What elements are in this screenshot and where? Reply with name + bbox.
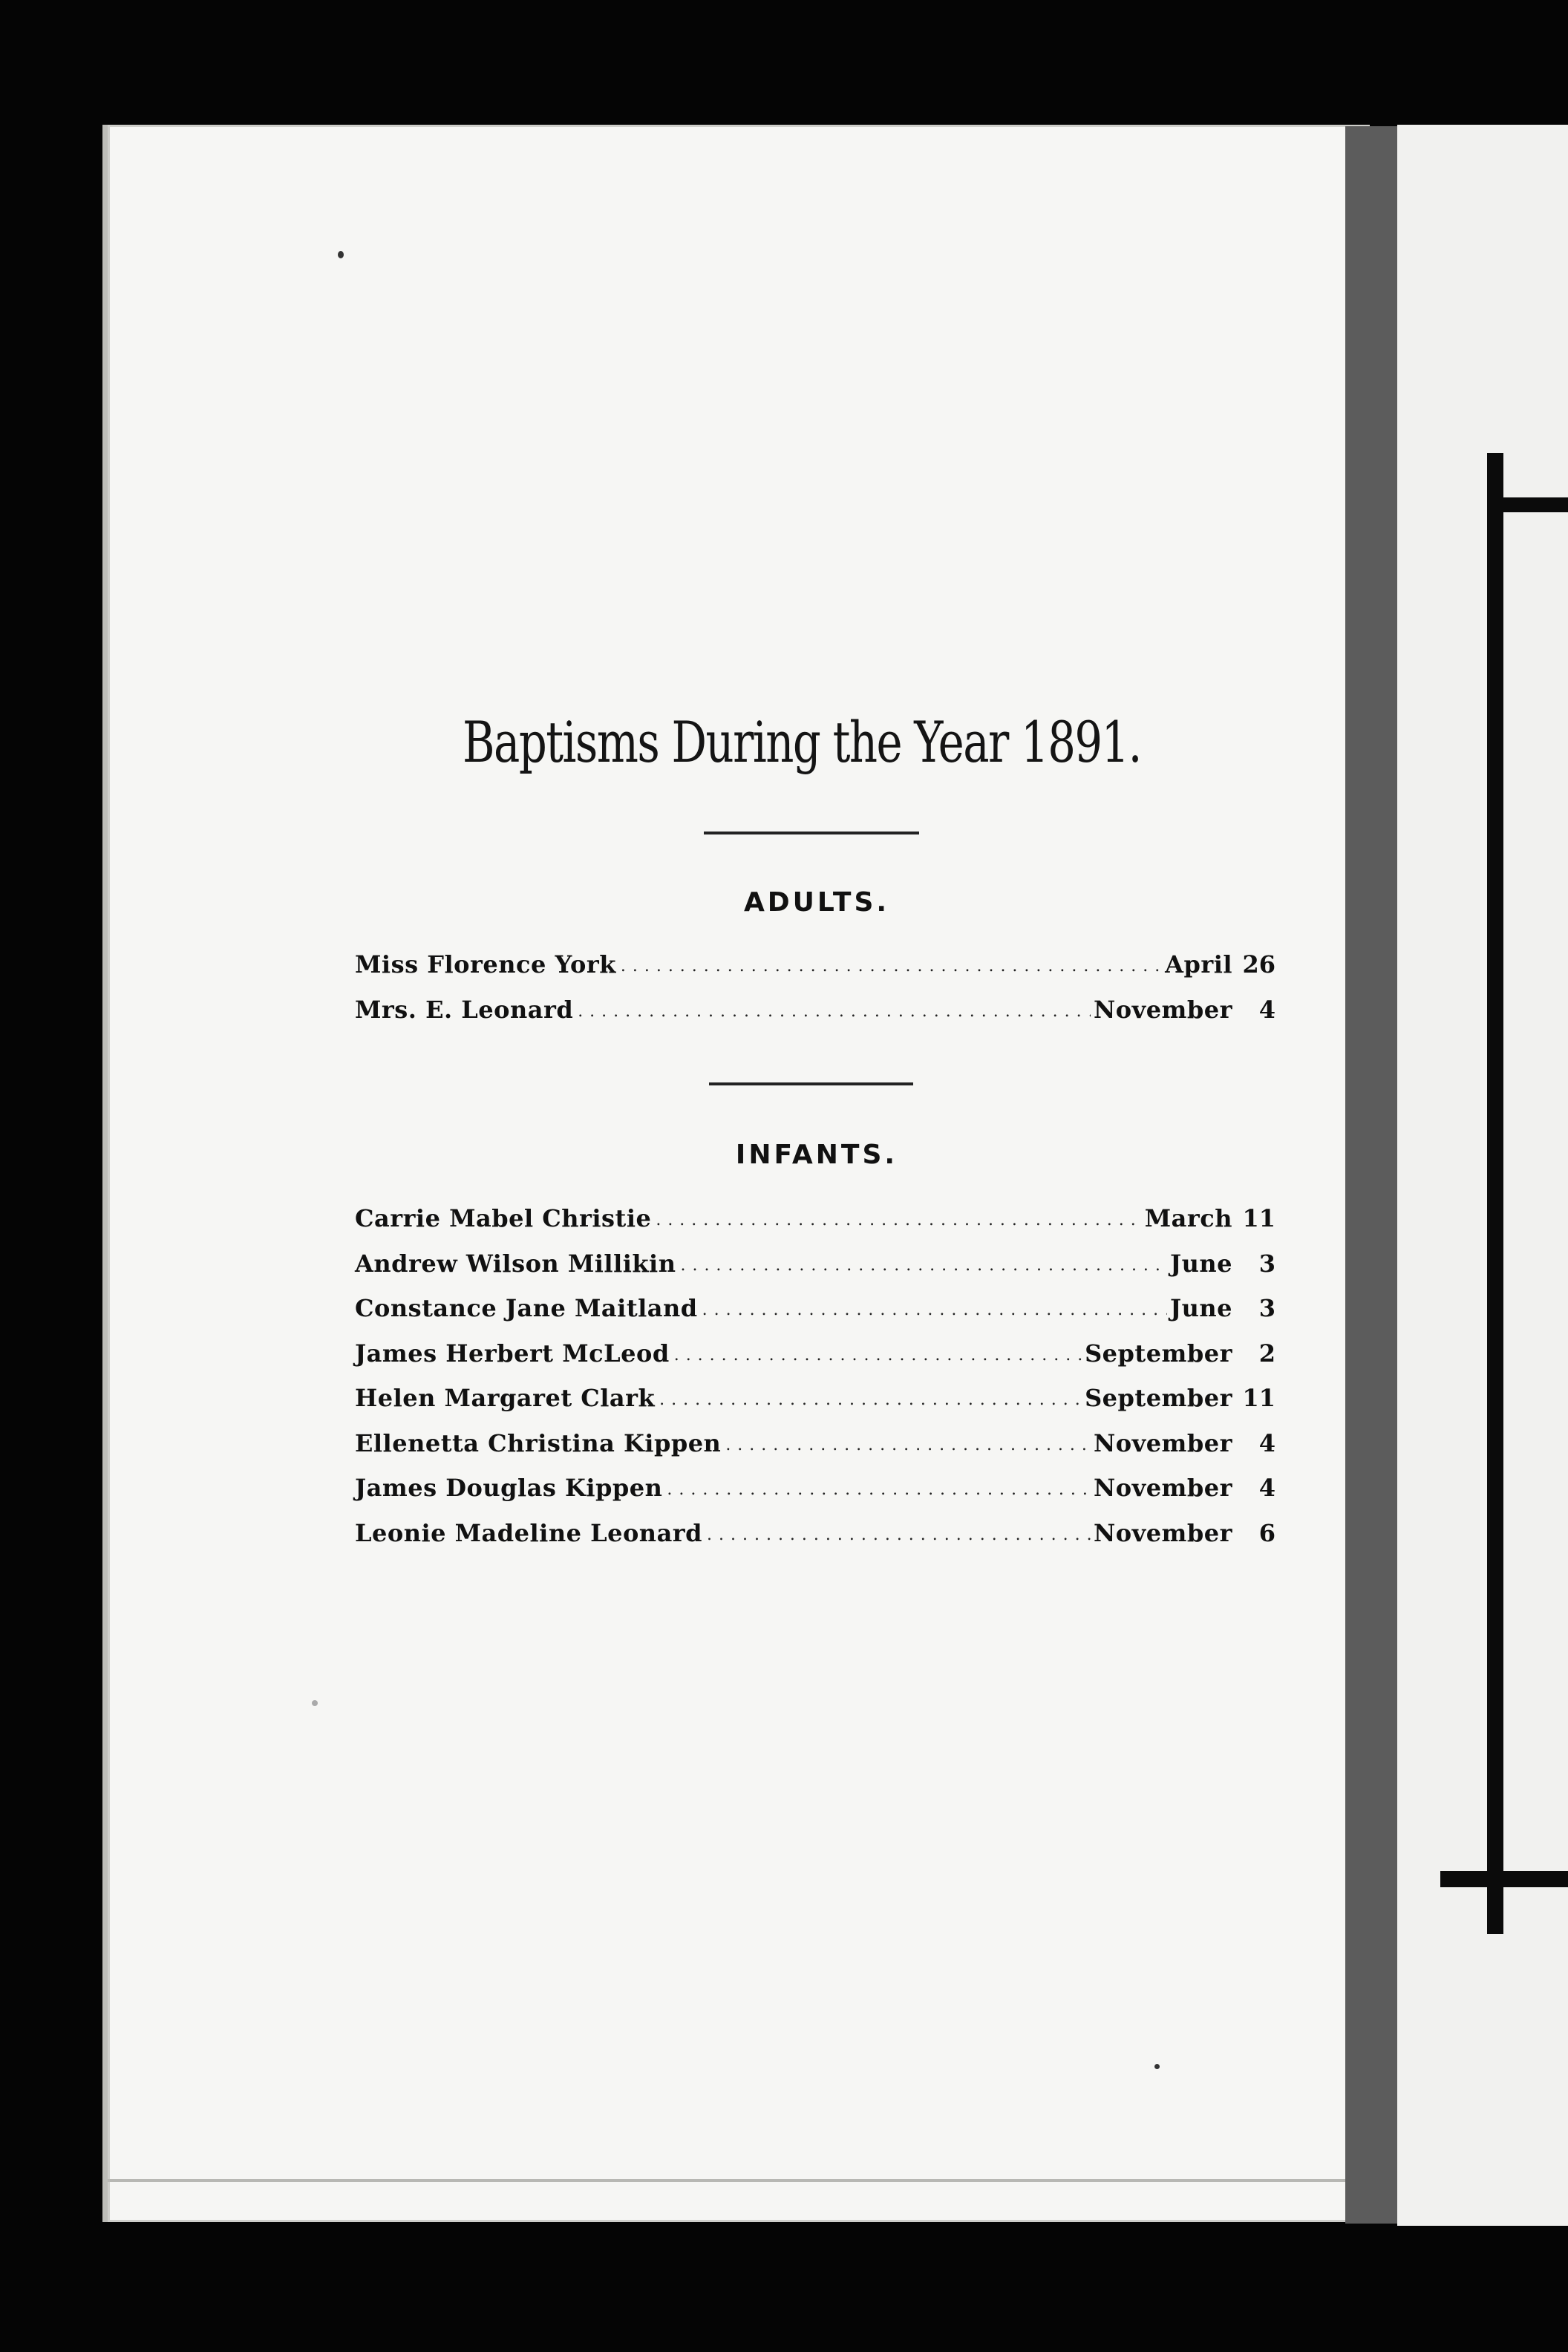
entry-name: Ellenetta Christina Kippen [355, 1428, 722, 1457]
cross-ornament-vertical [1487, 453, 1503, 1934]
entry-month: April [1165, 950, 1232, 979]
cross-ornament-top-bar [1487, 497, 1568, 512]
list-item [355, 1428, 1275, 1473]
adults-list [355, 949, 1275, 1039]
entry-name: James Herbert McLeod [355, 1339, 670, 1368]
list-item [355, 949, 1275, 994]
list-item [355, 1293, 1275, 1338]
dot-leader [707, 1518, 1091, 1541]
right-page [1397, 125, 1568, 2226]
list-item [355, 1203, 1275, 1248]
entry-day: 3 [1258, 1249, 1275, 1278]
entry-month: November [1094, 1428, 1232, 1457]
list-item [355, 994, 1275, 1039]
infants-list [355, 1203, 1275, 1562]
entry-name: Leonie Madeline Leonard [355, 1518, 703, 1547]
divider-rule [709, 1082, 913, 1085]
dot-leader [667, 1472, 1091, 1496]
entry-month: June [1169, 1294, 1232, 1322]
entry-day: 4 [1258, 995, 1275, 1024]
section-heading-infants: INFANTS. [735, 1140, 898, 1170]
entry-day: 11 [1242, 1384, 1275, 1412]
entry-month: September [1085, 1339, 1232, 1368]
dot-leader [659, 1382, 1082, 1406]
dot-leader [725, 1428, 1091, 1451]
dot-leader [674, 1338, 1082, 1362]
entry-name: Carrie Mabel Christie [355, 1204, 652, 1232]
page-bottom-edge [108, 2179, 1370, 2182]
entry-month: November [1094, 1474, 1232, 1502]
page-title: Baptisms During the Year 1891. [463, 709, 1141, 775]
list-item [355, 1518, 1275, 1563]
entry-day: 2 [1258, 1339, 1275, 1368]
entry-name: Mrs. E. Leonard [355, 995, 574, 1024]
list-item [355, 1382, 1275, 1428]
entry-name: James Douglas Kippen [355, 1474, 663, 1502]
ink-speck [338, 251, 344, 258]
entry-month: June [1169, 1249, 1232, 1278]
entry-month: March [1144, 1204, 1232, 1232]
cross-ornament-bottom-bar [1440, 1871, 1568, 1887]
entry-day: 26 [1242, 950, 1275, 979]
entry-day: 3 [1258, 1294, 1275, 1322]
entry-month: September [1085, 1384, 1232, 1412]
dot-leader [578, 994, 1091, 1018]
ink-speck [1154, 2064, 1160, 2069]
entry-day: 4 [1258, 1428, 1275, 1457]
section-heading-adults: ADULTS. [743, 887, 890, 918]
entry-name: Helen Margaret Clark [355, 1384, 656, 1412]
entry-day: 4 [1258, 1474, 1275, 1502]
entry-name: Miss Florence York [355, 950, 616, 979]
dot-leader [680, 1248, 1167, 1272]
entry-month: November [1094, 1518, 1232, 1547]
entry-day: 11 [1242, 1204, 1275, 1232]
dot-leader [702, 1293, 1167, 1316]
left-page [108, 125, 1370, 2222]
entry-name: Constance Jane Maitland [355, 1294, 698, 1322]
dot-leader [656, 1203, 1141, 1226]
list-item [355, 1248, 1275, 1293]
list-item [355, 1338, 1275, 1383]
dot-leader [621, 949, 1162, 973]
book-spine [1345, 126, 1397, 2224]
ink-speck [312, 1700, 318, 1706]
divider-rule [704, 832, 919, 834]
list-item [355, 1472, 1275, 1518]
entry-day: 6 [1258, 1518, 1275, 1547]
entry-name: Andrew Wilson Millikin [355, 1249, 676, 1278]
entry-month: November [1094, 995, 1232, 1024]
